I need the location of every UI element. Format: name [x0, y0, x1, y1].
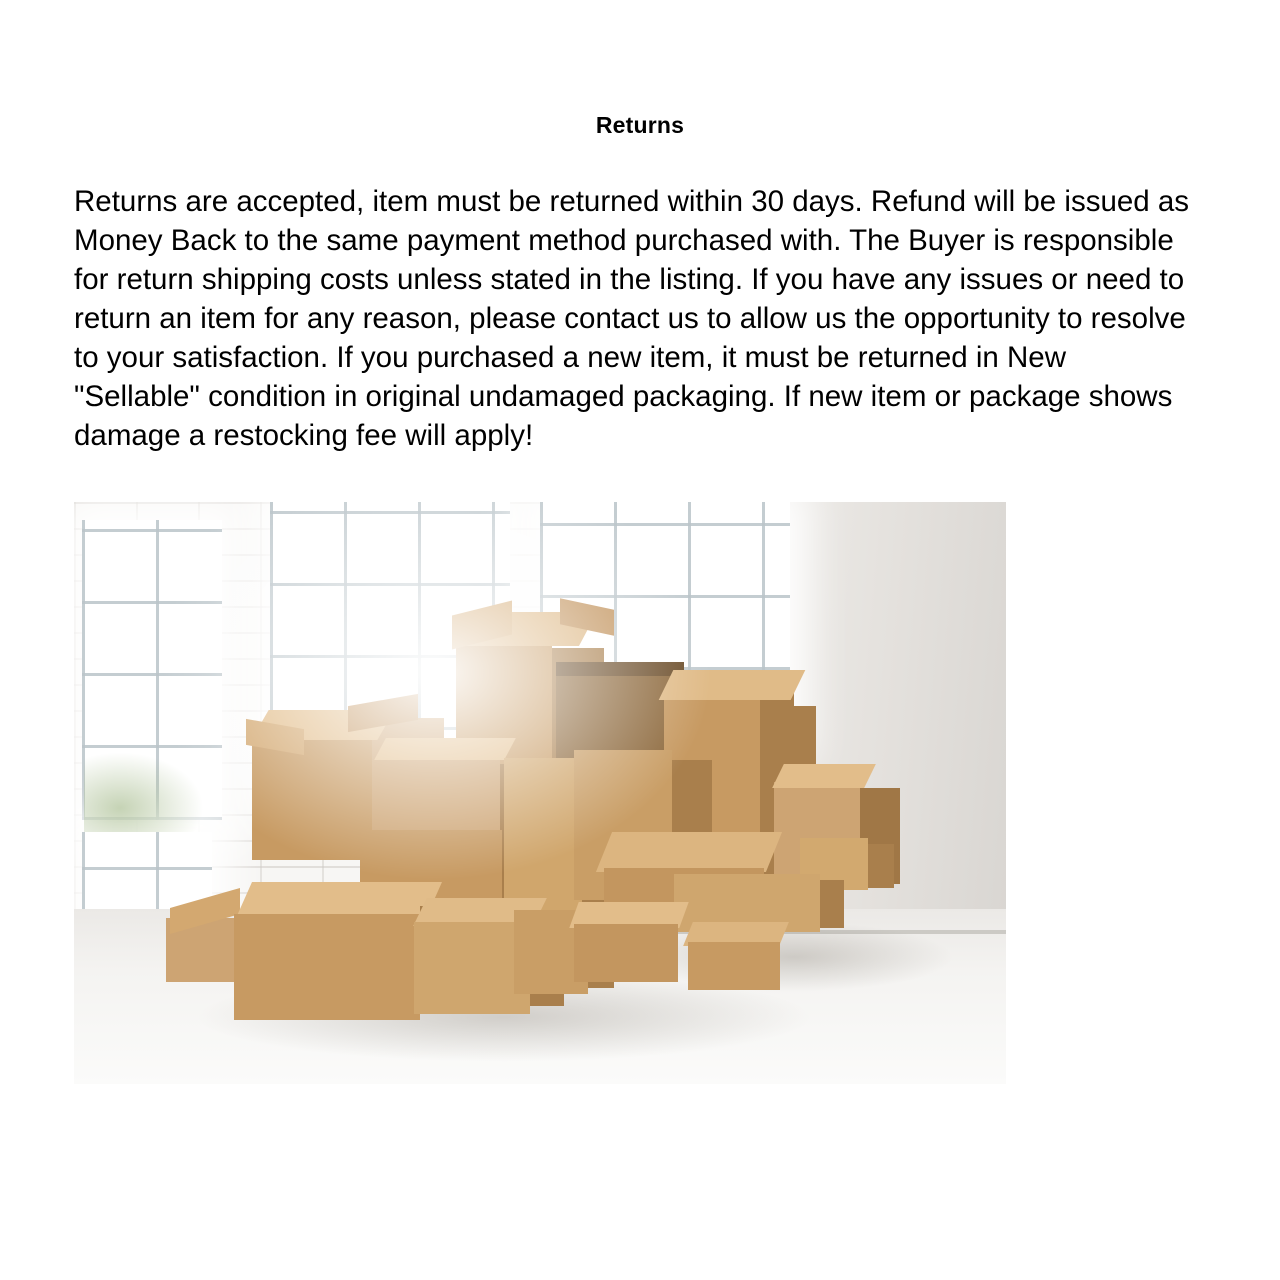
room-background [74, 502, 1006, 1084]
boxes-photo [74, 502, 1006, 1084]
window-greenery [84, 752, 204, 832]
returns-policy-text: Returns are accepted, item must be returned within 30 days. Refund will be issued as Money Back to the same payment method purchased with. The Buyer is responsible for return shipping costs unless stated in the listing. If you have any issues or need to return an item for any reason, please contact us to allow us the opportunity to resolve to your satisfaction. If you purchased a new item, it must be returned in New "Sellable" condition in original undamaged packaging. If new item or package shows damage a restocking fee will apply! [74, 185, 1190, 452]
pile-shadow-right [634, 922, 954, 992]
page-title: Returns [595, 112, 685, 138]
